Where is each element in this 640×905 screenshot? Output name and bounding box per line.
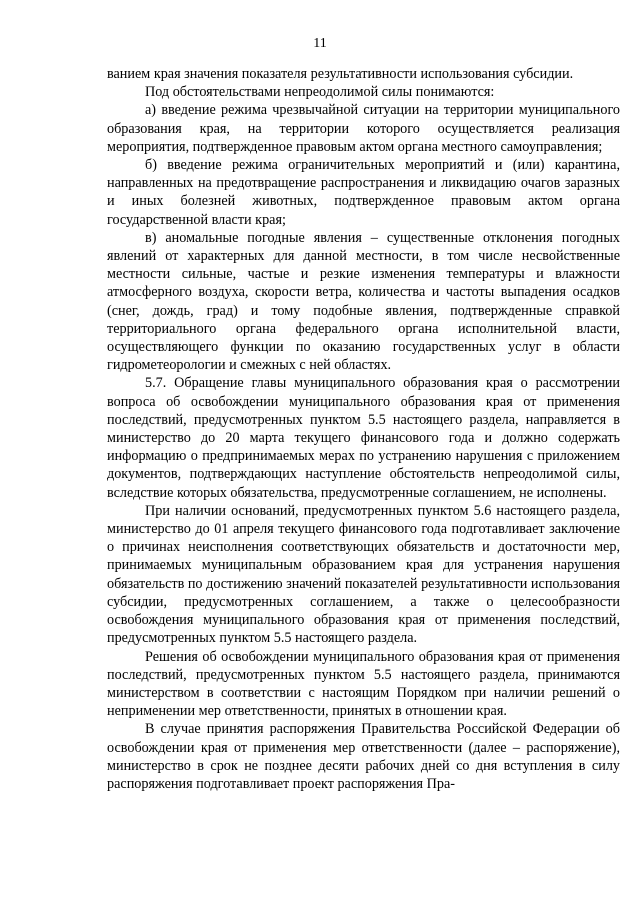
paragraph-grounds: При наличии оснований, предусмотренных пунктом 5.6 настоящего раздела, министерство до 01 апреля текущего финансового года подготавливает заключение о причинах неисполнения соответствующих обязательств и достаточности мер, принимаемых муниципальным образованием края для устранения нарушения обязательств по достижению значений показателей результативности использования субсидии, предусмотренных соглашением, а также о целесообразности освобождения муниципального образования края от применения последствий, предусмотренных пунктом 5.5 настоящего раздела. — [107, 502, 620, 647]
page-number: 11 — [313, 36, 327, 51]
paragraph-item-v: в) аномальные погодные явления – существенные отклонения погодных явлений от характерных для данной местности, в том числе несвойственные местности сильные, частые и резкие изменения температуры и влажности атмосферного воздуха, скорости ветра, количества и частоты выпадения осадков (снег, дождь, град) и тому подобные явления, подтвержденные справкой территориального органа федерального органа исполнительной власти, осуществляющего функции по оказанию государственных услуг в области гидрометеорологии и смежных с ней областях. — [107, 229, 620, 374]
paragraph-order-case: В случае принятия распоряжения Правительства Российской Федерации об освобождении края от применения мер ответственности (далее – распоряжение), министерство в срок не позднее десяти рабочих дней со дня вступления в силу распоряжения подготавливает проект распоряжения Пра- — [107, 721, 620, 792]
paragraph-continuation: ванием края значения показателя результативности использования субсидии. — [107, 66, 574, 82]
document-body — [107, 65, 620, 793]
paragraph-force-majeure-intro: Под обстоятельствами непреодолимой силы понимаются: — [145, 84, 495, 101]
paragraph-5-7: 5.7. Обращение главы муниципального образования края о рассмотрении вопроса об освобождении муниципального образования края от применения последствий, предусмотренных пунктом 5.5 настоящего раздела, направляется в министерство до 20 марта текущего финансового года и должно содержать информацию о предпринимаемых мерах по устранению нарушения с приложением документов, подтверждающих наступление обстоятельств непреодолимой силы, вследствие которых обязательства, предусмотренные соглашением, не исполнены. — [107, 375, 620, 501]
paragraph-item-b: б) введение режима ограничительных мероприятий и (или) карантина, направленных на предотвращение распространения и ликвидацию очагов заразных и иных болезней животных, подтвержденное правовым актом органа государственной власти края; — [107, 157, 620, 228]
paragraph-item-a: а) введение режима чрезвычайной ситуации на территории муниципального образования края, на территории которого осуществляется реализация мероприятия, подтвержденное правовым актом органа местного самоуправления; — [107, 102, 620, 155]
paragraph-decisions: Решения об освобождении муниципального образования края от применения последствий, предусмотренных пунктом 5.5 настоящего раздела, принимаются министерством в соответствии с настоящим Порядком при наличии решений о неприменении мер ответственности, принятых в отношении края. — [107, 648, 620, 720]
